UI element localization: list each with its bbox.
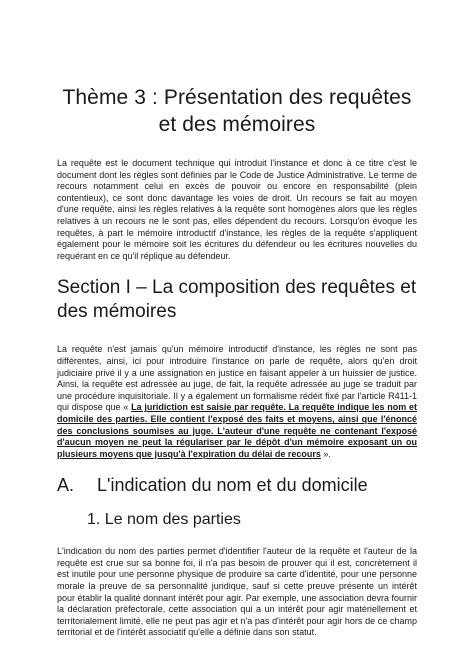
section-heading: Section I – La composition des requêtes et des mémoires — [57, 277, 417, 323]
article-quote: La juridiction est saisie par requête. La requête indique les nom et domicile des parties. Elle contient l'exposé des faits et moyens, ainsi que l'énoncé des conclusions soumises au juge. L'auteur d'une requête ne contenant l'exposé d'aucun moyen ne peut la régulariser par le dépôt d'un mémoire exposant un ou plusieurs moyens que jusqu'à l'expiration du délai de recours — [57, 402, 417, 459]
section-paragraph-text: La requête n'est jamais qu'un mémoire introductif d'instance, les règles ne sont pas différentes, ainsi, ici pour introduire l'instance on parle de requête, alors qu'en droit judiciaire privé il y a une assignation en justice en faisant appeler à un huissier de justice. Ainsi, la requête est adressée au juge, de fait, la requête adressée au juge se traduit par une procédure inquisitoriale. Il y a également un formalisme rédéit fixé par l'article R411-1 qui dispose que « — [57, 344, 417, 413]
subheading-a — [57, 474, 417, 496]
section-paragraph — [57, 344, 417, 460]
intro-paragraph: La requête est le document technique qui introduit l'instance et donc à ce titre c'est le document dont les règles sont définies par le Code de Justice Administrative. Le terme de recours notamment celui en excès de pouvoir ou encore en responsabilité (plein contentieux), ce sont donc davantage les voies de droit. Un recours se fait au moyen d'une requête, ainsi les règles relatives à la requête sont homogènes alors que les règles relatives à un recours ne le sont pas, elles dépendent du recours. Lorsqu'on évoque les requêtes, à part le mémoire introductif d'instance, les règles de la requête s'appliquent également pour le mémoire soit les écritures du défendeur ou les écritures nouvelles du requérant en ce qu'il réplique au défendeur. — [57, 158, 417, 261]
parties-paragraph: L'indication du nom des parties permet d'identifier l'auteur de la requête et l'auteur de la requête est crue sur sa bonne foi, il n'a pas besoin de prouver qui il est, concrètement il est inutile pour une personne physique de produire sa carte d'identité, pour une personne morale la preuve de sa personnalité juridique, sauf si cette preuve présente un intérêt pour établir la qualité donnant intérêt pour agir. Par exemple, une association devra fournir la déclaration préfectorale, cette association qui a un intérêt pour agir matériellement et territorialement limité, elle ne peut pas agir et n'a pas d'intérêt pour agir hors de ce champ territorial et de l'intérêt associatif qu'elle a définie dans son statut. — [57, 546, 417, 638]
subheading-1: 1. Le nom des parties — [87, 511, 241, 529]
document-title: Thème 3 : Présentation des requêtes et des mémoires — [62, 86, 412, 136]
quote-close: ». — [320, 448, 331, 459]
subheading-a-title: L'indication du nom et du domicile — [97, 475, 368, 496]
subheading-a-letter: A. — [57, 475, 75, 496]
